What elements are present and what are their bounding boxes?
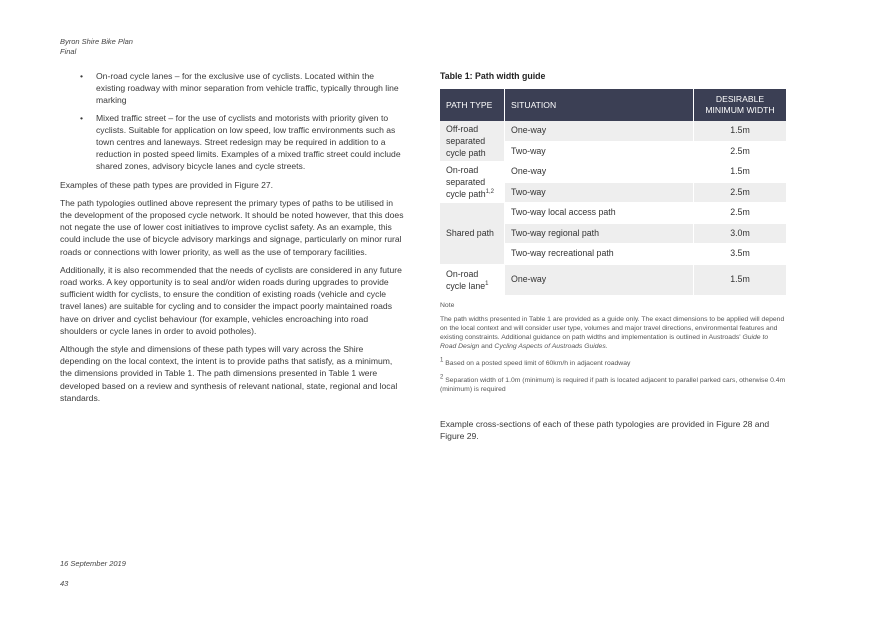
width-cell: 2.5m [694, 141, 787, 162]
table-row [440, 203, 786, 224]
bullet-list [60, 70, 405, 173]
width-cell: 1.5m [694, 264, 787, 295]
bullet-icon: • [80, 71, 84, 81]
width-cell: 3.5m [694, 244, 787, 265]
width-cell: 2.5m [694, 203, 787, 224]
situation-cell: Two-way regional path [505, 223, 694, 244]
situation-cell: One-way [505, 121, 694, 141]
footnote-1: $^1$ Based on a posted speed limit of 60km/h in adjacent roadway [440, 357, 631, 367]
table-row [440, 264, 786, 295]
footnote-2: $^2$ Separation width of 1.0m (minimum) is required if path is located adjacent to parallel parked cars, otherwise 0.4m (minimum) is required [440, 374, 786, 393]
closing-paragraph: Example cross-sections of each of these path typologies are provided in Figure 28 and Figure 29. [440, 418, 770, 441]
footer-date: 16 September 2019 [60, 559, 126, 568]
header-title: Byron Shire Bike Plan [60, 37, 133, 46]
note-text: The path widths presented in Table 1 are provided as a guide only. The exact dimensions to be applied will depend on the local context and will consider user type, volumes and major travel directions, environmental features and existing constraints. Additional guidance on path widths and implementation is outlined in Austroads' Guide to Road Design and Cycling Aspects of Austroads Guides. [440, 315, 785, 350]
column-header: PATH TYPE [440, 89, 505, 121]
situation-cell: Two-way [505, 141, 694, 162]
path-type-cell: On-road separated cycle path$^{1,2}$ [440, 162, 505, 203]
table-row [440, 162, 786, 183]
column-header: SITUATION [505, 89, 694, 121]
path-type-cell: On-road cycle lane$^1$ [440, 264, 505, 295]
paragraph: Although the style and dimensions of these path types will vary across the Shire depending on the local context, the intent is to provide paths that satisfy, as a minimum, the dimensions provided in Table 1. The path dimensions presented in Table 1 were developed based on a review and synthesis of relevant national, state, regional and local standards. [60, 344, 398, 403]
document-header [60, 37, 133, 57]
list-item: • Mixed traffic street – for the use of cyclists and motorists with priority given to cyclists. Suitable for application on low speed, low traffic environments such as town centres and laneways. Street redesign may be required in addition to a reduction in posted speed limits. Examples of a mixed traffic street could include shared zones, advisory bicycle lanes and cycle streets. [80, 112, 401, 172]
width-cell: 1.5m [694, 121, 787, 141]
paragraph: Examples of these path types are provided in Figure 27. [60, 179, 274, 190]
left-column [60, 70, 405, 410]
header-status: Final [60, 47, 77, 56]
table-header-row [440, 89, 786, 121]
bullet-icon: • [80, 112, 84, 123]
table-title: Table 1: Path width guide [440, 71, 546, 81]
situation-cell: One-way [505, 264, 694, 295]
path-type-cell: Off-road separated cycle path [440, 121, 505, 162]
situation-cell: One-way [505, 162, 694, 183]
path-width-table [440, 89, 786, 296]
right-column [440, 70, 786, 442]
situation-cell: Two-way [505, 182, 694, 203]
paragraph: Additionally, it is also recommended that the needs of cyclists are considered in any future road works. A key opportunity is to seal and/or widen roads during upgrades to provide sufficient width for cyclists, to ensure the condition of existing roads (vehicle and cycle travel lanes) are suitable for cycling and to consider the impact poorly maintained roads have on driver and cyclist behaviour (for example, vehicles encroaching into road shoulders or cycle lanes in order to avoid potholes). [60, 264, 402, 336]
table-row [440, 121, 786, 141]
path-type-cell: Shared path [440, 203, 505, 265]
paragraph: The path typologies outlined above represent the primary types of paths to be utilised in the development of the proposed cycle network. It should be noted however, that this does not negate the use of lower cost initiatives to improve cyclist safety. As an example, this could include the use of bicycle advisory markings and signage, particularly on minor rural roads or connections with lower priority, as well as the use of temporary facilities. [60, 197, 404, 257]
situation-cell: Two-way local access path [505, 203, 694, 224]
width-cell: 3.0m [694, 223, 787, 244]
width-cell: 1.5m [694, 162, 787, 183]
column-header: DESIRABLE MINIMUM WIDTH [694, 89, 787, 121]
list-item: • On-road cycle lanes – for the exclusive use of cyclists. Located within the existing roadway with minor separation from vehicle traffic, typically through line marking [80, 71, 399, 106]
note-label: Note [440, 301, 455, 309]
width-cell: 2.5m [694, 182, 787, 203]
situation-cell: Two-way recreational path [505, 244, 694, 265]
page-number: 43 [60, 579, 69, 588]
